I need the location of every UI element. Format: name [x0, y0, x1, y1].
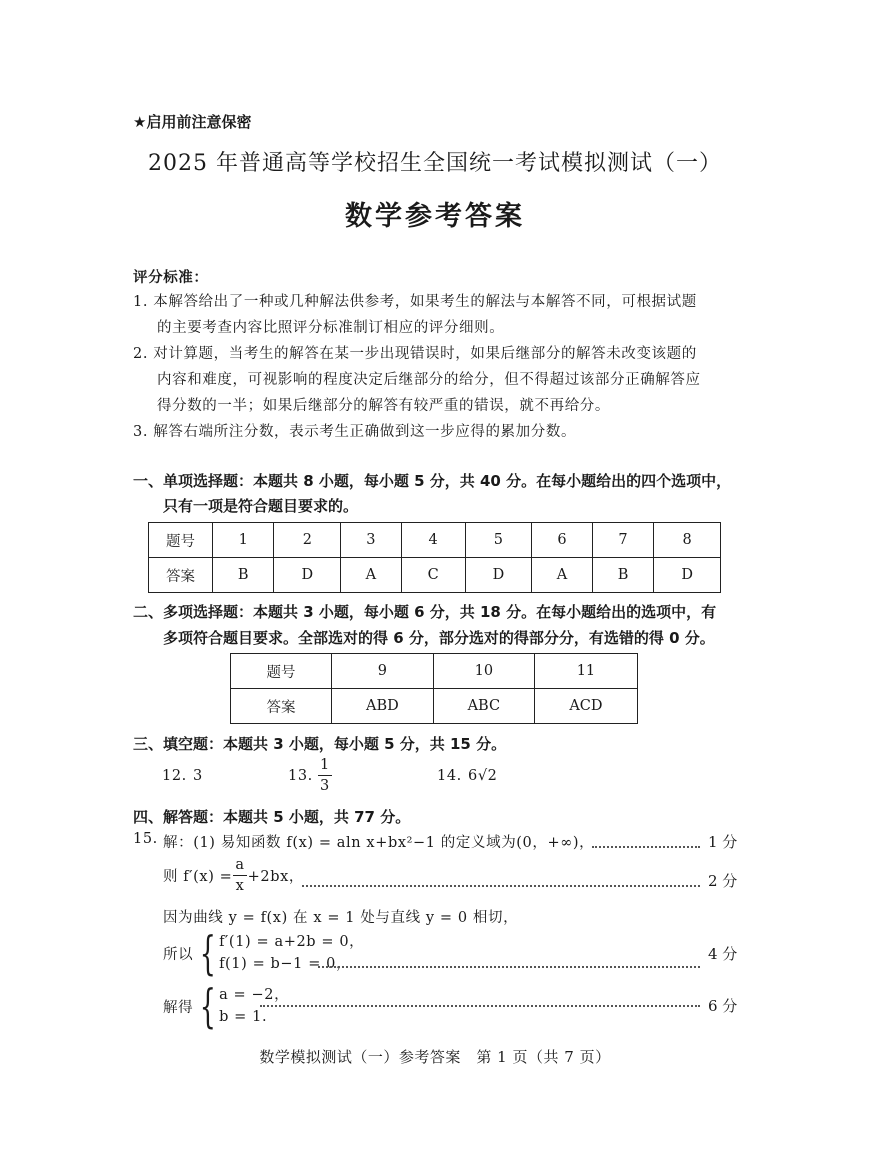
q12-label: 12. [162, 768, 187, 784]
q15-label: 15. [133, 831, 158, 847]
q13-label: 13. [288, 768, 313, 784]
q15-step1: 解：(1) 易知函数 f(x) = aln x+bx²−1 的定义域为(0，+∞)， [163, 835, 595, 851]
table-cell: A [532, 558, 593, 593]
table-row [149, 558, 721, 593]
dotted-leader [260, 1005, 700, 1007]
equation-system [219, 931, 364, 975]
table-header-cell: 题号 [231, 654, 332, 689]
grading-line: 的主要考查内容比照评分标准制订相应的评分细则。 [157, 320, 505, 336]
table-header-cell: 答案 [231, 689, 332, 724]
table-cell: 9 [332, 654, 434, 689]
table-cell: 1 [213, 523, 274, 558]
section1-heading: 一、单项选择题：本题共 8 小题，每小题 5 分，共 40 分。在每小题给出的四个选项中， [133, 472, 732, 490]
table-cell: A [341, 558, 402, 593]
table-cell: 11 [534, 654, 637, 689]
equation-line: f′(1) = a+2b = 0， [219, 934, 365, 950]
table-cell: B [213, 558, 274, 593]
fraction-denominator: x [235, 877, 245, 894]
q12-answer: 3 [193, 768, 203, 784]
table-cell: 10 [433, 654, 534, 689]
table-row [231, 689, 638, 724]
multiple-choice-answer-table [230, 653, 638, 724]
step5-prefix: 解得 [163, 999, 194, 1016]
fraction-denominator: 3 [320, 777, 330, 794]
exam-title: 2025 年普通高等学校招生全国统一考试模拟测试（一） [148, 151, 722, 176]
q14-answer: 6√2 [468, 768, 498, 784]
equation-line: f(1) = b−1 = 0， [219, 956, 352, 972]
section2-heading-cont: 多项符合题目要求。全部选对的得 6 分，部分选对的得部分分，有选错的得 0 分。 [163, 629, 715, 647]
fraction [233, 858, 246, 893]
left-brace-icon: { [199, 979, 217, 1033]
table-row [149, 523, 721, 558]
equation-line: a = −2， [219, 987, 290, 1003]
single-choice-answer-table [148, 522, 721, 593]
grading-line: 2. 对计算题，当考生的解答在某一步出现错误时，如果后继部分的解答未改变该题的 [133, 346, 697, 362]
answer-key-title: 数学参考答案 [345, 201, 525, 232]
dotted-leader [302, 885, 700, 887]
section1-heading-cont: 只有一项是符合题目要求的。 [163, 497, 359, 515]
fraction-numerator: 1 [318, 758, 332, 776]
table-cell: ABC [433, 689, 534, 724]
left-brace-icon: { [199, 926, 217, 980]
table-cell: D [274, 558, 341, 593]
page-footer: 数学模拟测试（一）参考答案 第 1 页（共 7 页） [259, 1048, 611, 1066]
step2-prefix: 则 f′(x) = [163, 869, 233, 885]
table-cell: 6 [532, 523, 593, 558]
table-cell: D [465, 558, 532, 593]
table-cell: 3 [341, 523, 402, 558]
step4-prefix: 所以 [163, 946, 194, 963]
confidential-notice: ★启用前注意保密 [133, 113, 252, 131]
table-cell: D [654, 558, 721, 593]
table-header-cell: 题号 [149, 523, 213, 558]
dotted-leader [318, 966, 700, 968]
grading-line: 1. 本解答给出了一种或几种解法供参考，如果考生的解法与本解答不同，可根据试题 [133, 294, 697, 310]
score-mark: 2 分 [708, 872, 738, 890]
grading-heading: 评分标准： [133, 270, 209, 286]
q13-answer [318, 758, 332, 793]
section3-heading: 三、填空题：本题共 3 小题，每小题 5 分，共 15 分。 [133, 735, 507, 753]
table-cell: 4 [401, 523, 465, 558]
grading-line: 内容和难度，可视影响的程度决定后继部分的给分，但不得超过该部分正确解答应 [157, 372, 701, 388]
q14-label: 14. [437, 768, 462, 784]
dotted-leader [592, 846, 700, 848]
grading-line: 得分数的一半；如果后继部分的解答有较严重的错误，就不再给分。 [157, 398, 610, 414]
fraction-numerator: a [233, 858, 246, 876]
score-mark: 4 分 [708, 945, 738, 963]
section2-heading: 二、多项选择题：本题共 3 小题，每小题 6 分，共 18 分。在每小题给出的选项中，有 [133, 603, 717, 621]
score-mark: 6 分 [708, 997, 738, 1015]
q15-step4 [163, 926, 365, 980]
equation-line: b = 1. [219, 1009, 268, 1025]
table-cell: B [592, 558, 653, 593]
table-cell: 5 [465, 523, 532, 558]
section4-heading: 四、解答题：本题共 5 小题，共 77 分。 [133, 808, 411, 826]
fraction [318, 758, 332, 793]
table-cell: C [401, 558, 465, 593]
table-cell: 2 [274, 523, 341, 558]
table-cell: 8 [654, 523, 721, 558]
q15-step3: 因为曲线 y = f(x) 在 x = 1 处与直线 y = 0 相切， [163, 910, 519, 926]
table-row [231, 654, 638, 689]
grading-line: 3. 解答右端所注分数，表示考生正确做到这一步应得的累加分数。 [133, 424, 577, 440]
step2-suffix: +2bx， [247, 869, 305, 885]
table-cell: ACD [534, 689, 637, 724]
table-cell: ABD [332, 689, 434, 724]
score-mark: 1 分 [708, 833, 738, 851]
table-cell: 7 [592, 523, 653, 558]
q15-step2 [163, 858, 304, 893]
table-header-cell: 答案 [149, 558, 213, 593]
